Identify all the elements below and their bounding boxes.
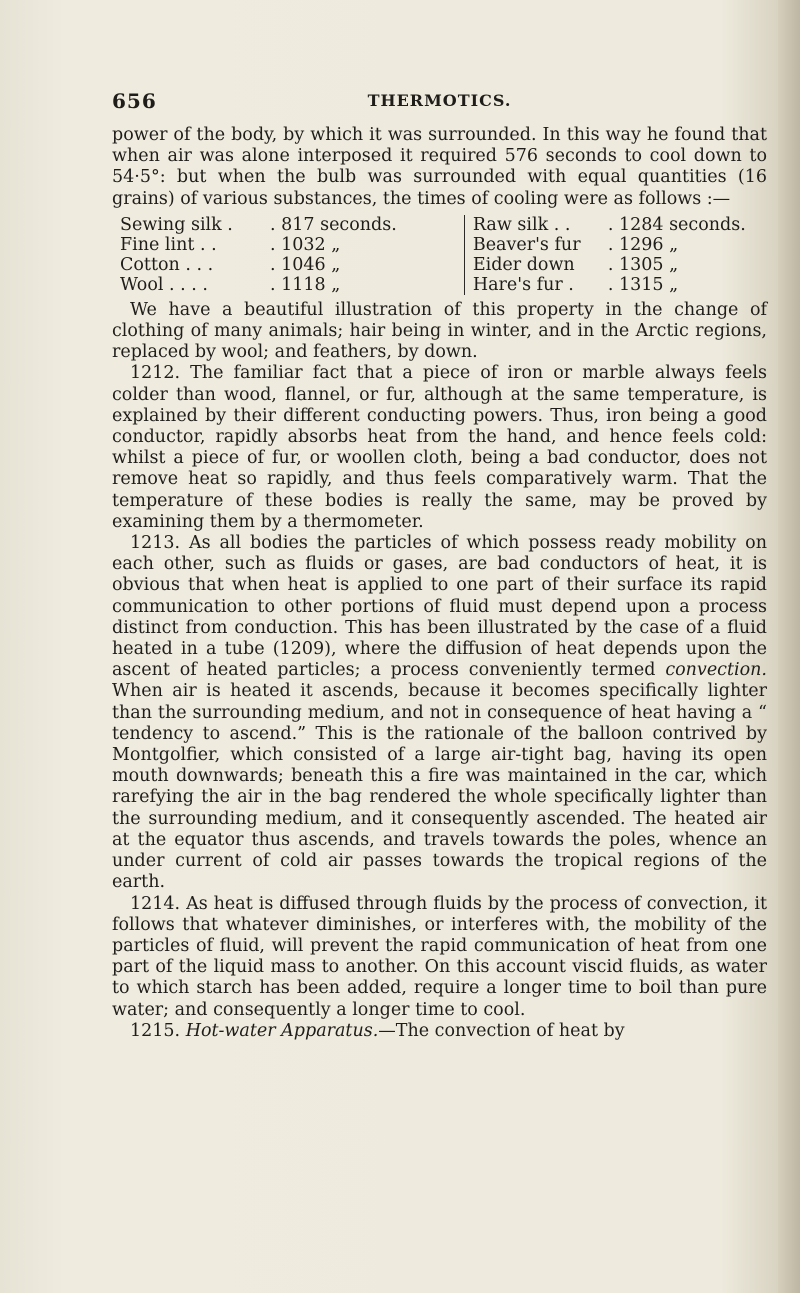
section-1213-text: 1213. As all bodies the particles of which possess ready mobility on each other, such as fluids or gases, are bad conductors of heat, it is obvious that when heat is applied to one part of their surface its rapid communication to other portions of fluid must depend upon a process distinct from conduction. This has been illustrated by the case of a fluid heated in a tube (1209), where the diffusion of heat depends upon the ascent of heated particles; a process conveniently termed — [112, 533, 767, 681]
table-right-column — [465, 215, 767, 295]
cooling-time: . 1046 „ — [270, 254, 341, 275]
section-1212: 1212. The familiar fact that a piece of iron or marble always feels colder than wood, flannel, or fur, although at the same temperature, is explained by their different conducting powers. Thus, iron being a good conductor, rapidly absorbs heat from the hand, and hence feels cold: whilst a piece of fur, or woollen cloth, being a bad conductor, does not remove heat so rapidly, and thus feels comparatively warm. That the temperature of these bodies is really the same, may be proved by examining them by a thermometer. — [112, 363, 767, 532]
cooling-time: . 1284 seconds. — [607, 214, 746, 235]
section-1215-text: —The convection of heat by — [378, 1020, 625, 1041]
table-row — [473, 235, 761, 255]
intro-paragraph: power of the body, by which it was surrounded. In this way he found that when air was alone interposed it required 576 seconds to cool down to 54·5°: but when the bulb was surrounded with equal quantities (16 grains) of various substances, the times of cooling were as follows :— — [112, 125, 767, 209]
page-number: 656 — [112, 89, 157, 113]
material-name: Beaver's fur — [472, 234, 581, 255]
cooling-time: . 817 seconds. — [270, 214, 397, 235]
material-name: Raw silk . . — [472, 214, 571, 235]
material-name: Wool . . . . — [120, 274, 208, 295]
table-row — [120, 255, 458, 275]
page-header — [112, 89, 767, 119]
section-1213-text-continued: When air is heated it ascends, because it becomes specifically lighter than the surrounding medium, and not in consequence of heat having a “ tendency to ascend.” This is the rationale of the balloon contrived by Montgolfier, which consisted of a large air-tight bag, having its open mouth downwards; beneath this a fire was maintained in the car, which rarefying the air in the bag rendered the whole specifically lighter than the surrounding medium, and it consequently ascended. The heated air at the equator thus ascends, and travels towards the poles, whence an under current of cold air passes towards the tropical regions of the earth. — [112, 681, 767, 893]
material-name: Fine lint . . — [120, 234, 217, 255]
page-edge-shadow — [778, 0, 800, 1293]
table-row — [120, 215, 458, 235]
material-name: Sewing silk . — [120, 214, 233, 235]
table-row — [473, 255, 761, 275]
cooling-time: . 1315 „ — [607, 274, 679, 295]
section-1215-title: Hot-water Apparatus. — [185, 1020, 379, 1041]
material-name: Eider down — [472, 254, 575, 275]
paragraph-clothing: We have a beautiful illustration of this property in the change of clothing of many animals; hair being in winter, and in the Arctic regions, replaced by wool; and feathers, by down. — [112, 299, 767, 363]
cooling-time: . 1118 „ — [270, 274, 341, 295]
table-left-column — [120, 215, 465, 295]
table-row — [473, 275, 761, 295]
material-name: Cotton . . . — [120, 254, 214, 275]
section-1214: 1214. As heat is diffused through fluids by the process of convection, it follows that whatever diminishes, or interferes with, the mobility of the particles of fluid, will prevent the rapid communication of heat from one part of the liquid mass to another. On this account viscid fluids, as water to which starch has been added, require a longer time to boil than pure water; and consequently a longer time to cool. — [112, 893, 767, 1020]
body-text — [112, 125, 767, 1042]
material-name: Hare's fur . — [472, 274, 574, 295]
table-row — [120, 235, 458, 255]
section-1215 — [112, 1021, 767, 1042]
table-row — [473, 215, 761, 235]
cooling-times-table — [120, 215, 767, 295]
cooling-time: . 1296 „ — [607, 234, 679, 255]
running-title: THERMOTICS. — [367, 91, 512, 110]
cooling-time: . 1305 „ — [607, 254, 679, 275]
cooling-time: . 1032 „ — [270, 234, 341, 255]
table-row — [120, 275, 458, 295]
term-convection: convection. — [665, 660, 767, 681]
section-1215-number: 1215. — [130, 1020, 181, 1041]
section-1213 — [112, 533, 767, 893]
